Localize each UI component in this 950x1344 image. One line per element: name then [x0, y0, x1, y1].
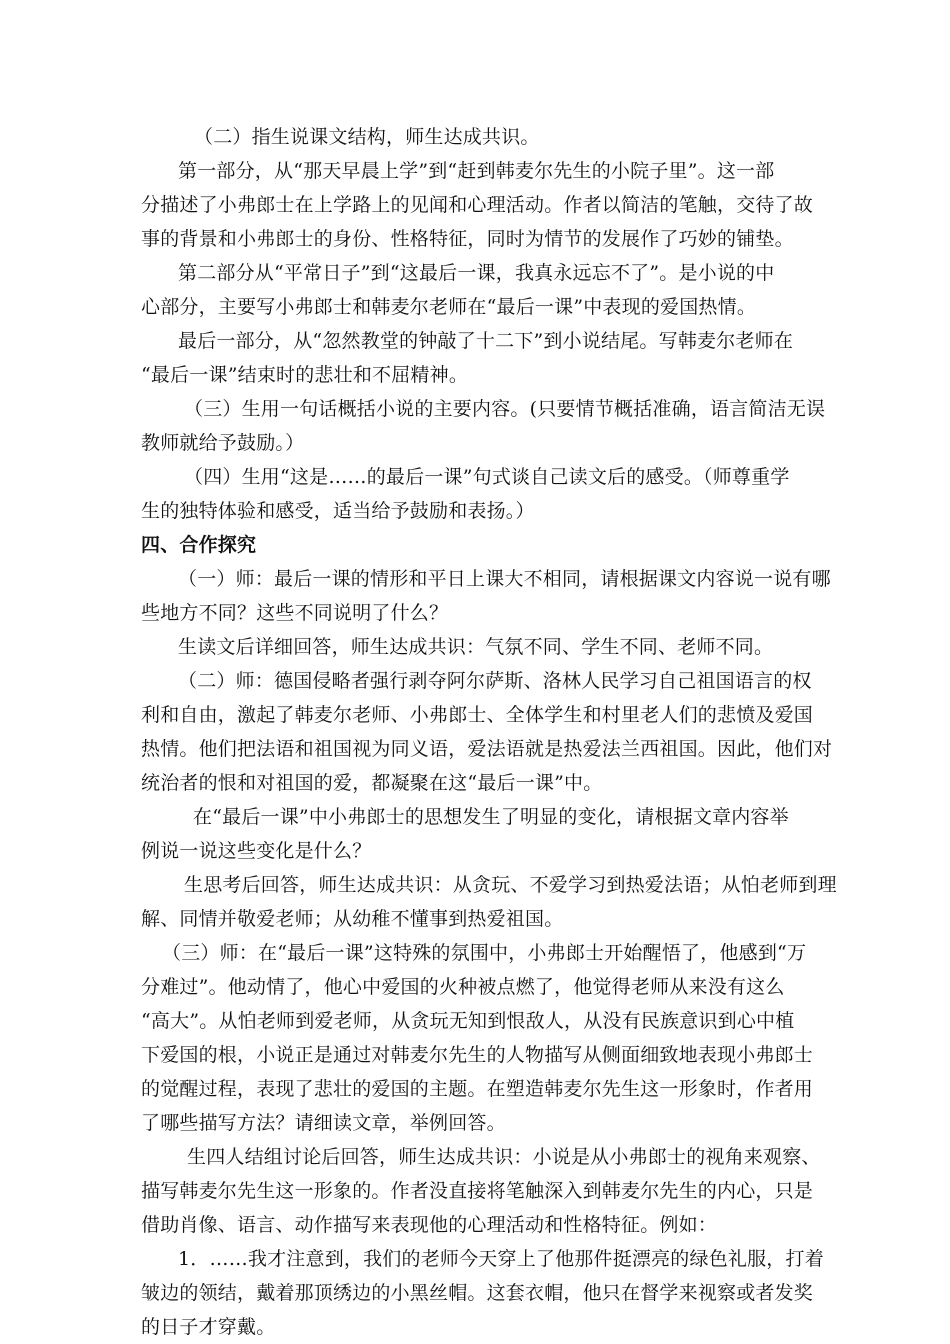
- paragraph-line: （一）师：最后一课的情形和平日上课大不相同，请根据课文内容说一说有哪: [178, 568, 831, 590]
- paragraph-line: 下爱国的根，小说正是通过对韩麦尔先生的人物描写从侧面细致地表现小弗郎士: [141, 1044, 814, 1066]
- paragraph-line: 在“最后一课”中小弗郎士的思想发生了明显的变化，请根据文章内容举: [193, 806, 789, 828]
- list-item: 1．……我才注意到，我们的老师今天穿上了他那件挺漂亮的绿色礼服，打着: [178, 1248, 824, 1270]
- paragraph-line: 统治者的恨和对祖国的爱，都凝聚在这“最后一课”中。: [141, 772, 603, 794]
- paragraph-line: 借助肖像、语言、动作描写来表现他的心理活动和性格特征。例如：: [141, 1214, 718, 1236]
- paragraph-line: 热情。他们把法语和祖国视为同义语，爱法语就是热爱法兰西祖国。因此，他们对: [141, 738, 833, 760]
- paragraph-line: 分难过”。他动情了，他心中爱国的火种被点燃了，他觉得老师从来没有这么: [141, 976, 785, 998]
- paragraph-line: （二）指生说课文结构，师生达成共识。: [194, 126, 540, 148]
- paragraph-line: 生的独特体验和感受，适当给予鼓励和表扬。）: [141, 500, 535, 522]
- paragraph-line: （三）生用一句话概括小说的主要内容。(只要情节概括准确，语言简洁无误: [184, 398, 826, 420]
- paragraph-line: 例说一说这些变化是什么？: [141, 840, 372, 862]
- paragraph-line: （四）生用“这是……的最后一课”句式谈自己读文后的感受。（师尊重学: [184, 466, 790, 488]
- paragraph-line: 教师就给予鼓励。）: [141, 432, 305, 454]
- paragraph-line: “最后一课”结束时的悲壮和不屈精神。: [141, 364, 469, 386]
- paragraph-line: 利和自由，激起了韩麦尔老师、小弗郎士、全体学生和村里老人们的悲愤及爱国: [141, 704, 814, 726]
- paragraph-line: 描写韩麦尔先生这一形象的。作者没直接将笔触深入到韩麦尔先生的内心，只是: [141, 1180, 814, 1202]
- paragraph-line: 生思考后回答，师生达成共识：从贪玩、不爱学习到热爱法语；从怕老师到理: [184, 874, 837, 896]
- paragraph-line: 分描述了小弗郎士在上学路上的见闻和心理活动。作者以简洁的笔触，交待了故: [141, 194, 814, 216]
- paragraph-line: 事的背景和小弗郎士的身份、性格特征，同时为情节的发展作了巧妙的铺垫。: [141, 228, 794, 250]
- paragraph-line: 解、同情并敬爱老师；从幼稚不懂事到热爱祖国。: [141, 908, 564, 930]
- paragraph-line: “高大”。从怕老师到爱老师，从贪玩无知到恨敌人，从没有民族意识到心中植: [141, 1010, 795, 1032]
- paragraph-line: （三）师：在“最后一课”这特殊的氛围中，小弗郎士开始醒悟了，他感到“万: [162, 942, 807, 964]
- paragraph-line: （二）师：德国侵略者强行剥夺阿尔萨斯、洛林人民学习自己祖国语言的权: [178, 670, 812, 692]
- paragraph-line: 生读文后详细回答，师生达成共识：气氛不同、学生不同、老师不同。: [178, 636, 774, 658]
- paragraph-line: 第二部分从“平常日子”到“这最后一课，我真永远忘不了”。是小说的中: [178, 262, 775, 284]
- section-heading: 四、合作探究: [141, 534, 257, 556]
- paragraph-line: 心部分，主要写小弗郎士和韩麦尔老师在“最后一课”中表现的爱国热情。: [141, 296, 757, 318]
- paragraph-line: 最后一部分，从“忽然教堂的钟敲了十二下”到小说结尾。写韩麦尔老师在: [178, 330, 794, 352]
- paragraph-line: 的日子才穿戴。: [141, 1316, 276, 1338]
- paragraph-line: 皱边的领结，戴着那顶绣边的小黑丝帽。这套衣帽，他只在督学来视察或者发奖: [141, 1282, 814, 1304]
- paragraph-line: 些地方不同？这些不同说明了什么？: [141, 602, 449, 624]
- paragraph-line: 的觉醒过程，表现了悲壮的爱国的主题。在塑造韩麦尔先生这一形象时，作者用: [141, 1078, 814, 1100]
- paragraph-line: 生四人结组讨论后回答，师生达成共识：小说是从小弗郎士的视角来观察、: [187, 1146, 821, 1168]
- paragraph-line: 了哪些描写方法？请细读文章，举例回答。: [141, 1112, 506, 1134]
- paragraph-line: 第一部分，从“那天早晨上学”到“赶到韩麦尔先生的小院子里”。这一部: [178, 160, 775, 182]
